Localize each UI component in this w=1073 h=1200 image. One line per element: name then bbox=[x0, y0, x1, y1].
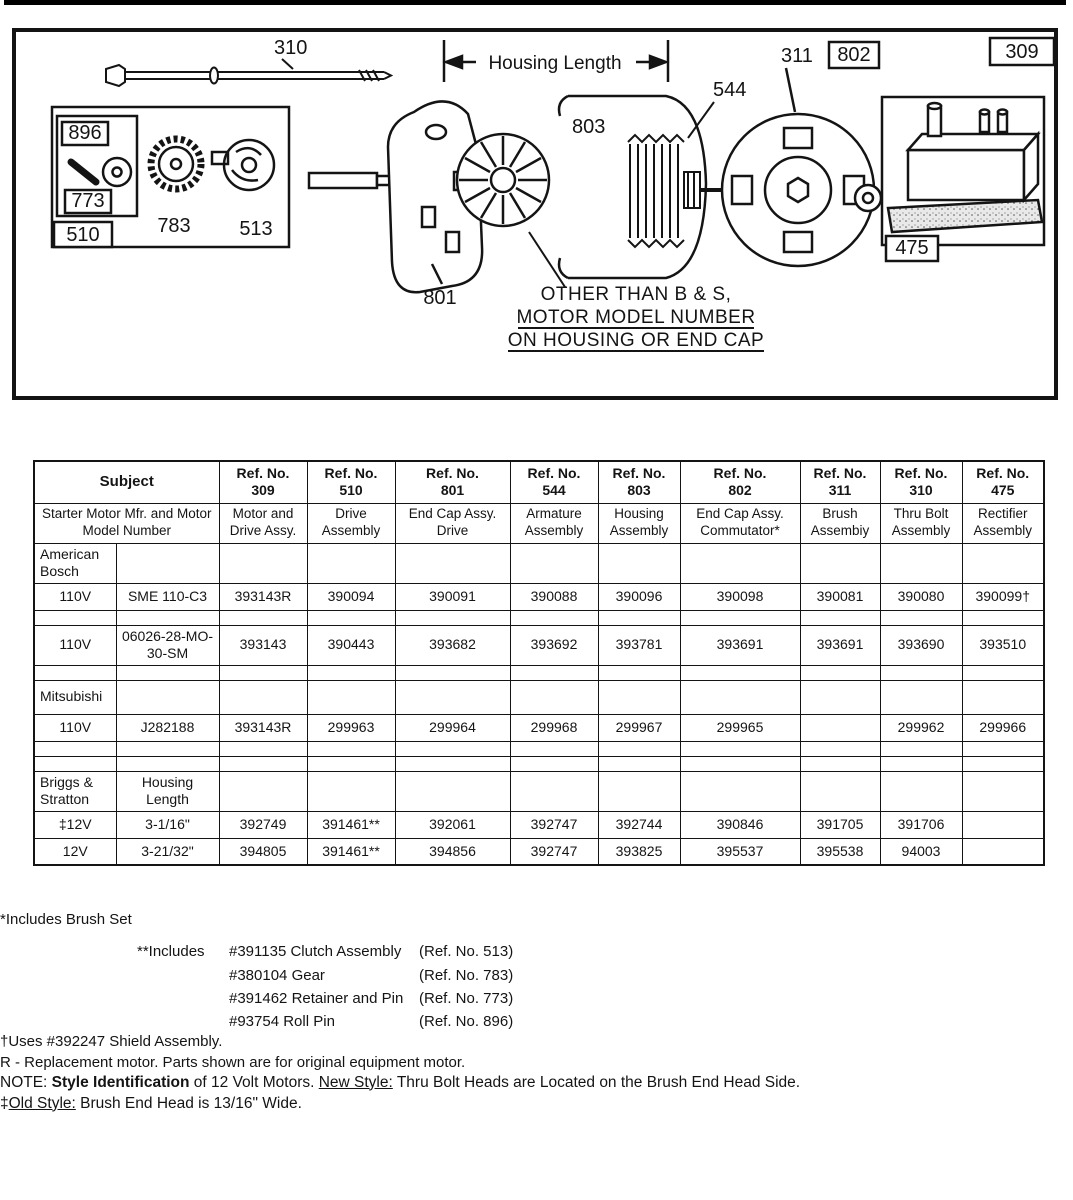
table-cell bbox=[510, 543, 598, 583]
armature-lamination-icon bbox=[628, 102, 722, 247]
table-cell bbox=[307, 543, 395, 583]
table-cell bbox=[800, 543, 880, 583]
label-311: 311 bbox=[781, 45, 813, 67]
table-cell bbox=[598, 610, 680, 625]
footnote-clutch-note bbox=[137, 942, 1073, 1032]
table-row bbox=[34, 771, 1044, 811]
table-cell: Mitsubishi bbox=[34, 680, 116, 714]
ref-num: 544 bbox=[542, 482, 566, 499]
table-cell: ‡12V bbox=[34, 811, 116, 838]
table-cell bbox=[962, 811, 1044, 838]
table-cell bbox=[219, 665, 307, 680]
table-cell bbox=[962, 665, 1044, 680]
table-cell bbox=[34, 741, 116, 756]
table-cell: 391461** bbox=[307, 811, 395, 838]
table-cell: 394856 bbox=[395, 838, 510, 865]
ref-label: Ref. No. bbox=[324, 464, 378, 481]
table-cell bbox=[395, 756, 510, 771]
col-header-ref-475 bbox=[962, 461, 1044, 503]
col-desc-510: Drive Assembly bbox=[307, 503, 395, 543]
table-cell bbox=[880, 756, 962, 771]
parts-table-body bbox=[34, 543, 1044, 865]
parts-table bbox=[33, 460, 1045, 866]
clutch-note-part: #391135 Clutch Assembly bbox=[229, 943, 402, 961]
table-cell bbox=[34, 610, 116, 625]
table-cell bbox=[395, 610, 510, 625]
table-cell bbox=[116, 543, 219, 583]
col-header-ref-510 bbox=[307, 461, 395, 503]
table-cell bbox=[680, 665, 800, 680]
table-cell: 391705 bbox=[800, 811, 880, 838]
table-cell bbox=[395, 771, 510, 811]
old-prefix: ‡ bbox=[0, 1094, 9, 1112]
table-cell bbox=[307, 741, 395, 756]
table-cell bbox=[800, 756, 880, 771]
table-cell: 393691 bbox=[680, 625, 800, 665]
table-cell: 390443 bbox=[307, 625, 395, 665]
exploded-diagram-frame bbox=[12, 28, 1058, 400]
table-cell bbox=[800, 714, 880, 741]
col-header-ref-802 bbox=[680, 461, 800, 503]
table-cell bbox=[116, 680, 219, 714]
col-header-ref-311 bbox=[800, 461, 880, 503]
table-cell bbox=[395, 680, 510, 714]
table-cell bbox=[307, 680, 395, 714]
table-row bbox=[34, 680, 1044, 714]
table-cell bbox=[962, 680, 1044, 714]
col-desc-544: Armature Assembly bbox=[510, 503, 598, 543]
parts-table-section bbox=[33, 460, 1045, 866]
clutch-note-ref: (Ref. No. 773) bbox=[419, 989, 514, 1007]
table-cell: 299964 bbox=[395, 714, 510, 741]
table-cell bbox=[116, 756, 219, 771]
table-cell bbox=[962, 771, 1044, 811]
label-510: 510 bbox=[66, 224, 100, 246]
label-802: 802 bbox=[837, 44, 871, 66]
table-cell: 110V bbox=[34, 714, 116, 741]
table-cell: 390096 bbox=[598, 583, 680, 610]
table-cell: 392749 bbox=[219, 811, 307, 838]
table-cell: 393825 bbox=[598, 838, 680, 865]
table-cell: 391461** bbox=[307, 838, 395, 865]
label-896: 896 bbox=[68, 122, 102, 144]
ref-num: 310 bbox=[909, 482, 933, 499]
table-cell: 390091 bbox=[395, 583, 510, 610]
table-cell bbox=[219, 771, 307, 811]
end-cap-drive-icon bbox=[309, 101, 482, 292]
table-cell bbox=[116, 741, 219, 756]
table-cell bbox=[880, 741, 962, 756]
table-cell bbox=[962, 543, 1044, 583]
table-cell: 299965 bbox=[680, 714, 800, 741]
diagram-note-line-1: OTHER THAN B & S, bbox=[540, 284, 732, 305]
table-row bbox=[34, 714, 1044, 741]
table-cell bbox=[800, 680, 880, 714]
table-cell: Housing Length bbox=[116, 771, 219, 811]
col-header-subject: Subject bbox=[34, 461, 219, 503]
table-row bbox=[34, 543, 1044, 583]
table-cell: 390099† bbox=[962, 583, 1044, 610]
table-cell bbox=[680, 680, 800, 714]
table-cell bbox=[219, 610, 307, 625]
table-cell: 390098 bbox=[680, 583, 800, 610]
col-desc-475: Rectifier Assembly bbox=[962, 503, 1044, 543]
table-cell bbox=[34, 665, 116, 680]
table-cell: 393510 bbox=[962, 625, 1044, 665]
table-cell bbox=[880, 543, 962, 583]
col-desc-309: Motor and Drive Assy. bbox=[219, 503, 307, 543]
scan-edge-artifact bbox=[4, 0, 1066, 5]
col-header-ref-801 bbox=[395, 461, 510, 503]
ref-num: 802 bbox=[728, 482, 752, 499]
table-cell bbox=[307, 665, 395, 680]
table-cell: 299967 bbox=[598, 714, 680, 741]
table-cell bbox=[116, 610, 219, 625]
label-773: 773 bbox=[71, 190, 105, 212]
spacer bbox=[137, 989, 229, 1009]
table-cell bbox=[880, 680, 962, 714]
label-801: 801 bbox=[423, 287, 457, 309]
table-cell bbox=[598, 756, 680, 771]
col-desc-310: Thru Bolt Assembly bbox=[880, 503, 962, 543]
table-cell: 392744 bbox=[598, 811, 680, 838]
clutch-note-ref: (Ref. No. 783) bbox=[419, 966, 514, 984]
table-cell bbox=[680, 741, 800, 756]
table-cell: 395537 bbox=[680, 838, 800, 865]
table-cell bbox=[34, 756, 116, 771]
diagram-note-line-2: MOTOR MODEL NUMBER bbox=[516, 307, 756, 328]
table-cell bbox=[598, 665, 680, 680]
old-style-label: Old Style: bbox=[8, 1094, 76, 1112]
ref-label: Ref. No. bbox=[236, 464, 290, 481]
clutch-note-ref: (Ref. No. 513) bbox=[419, 943, 514, 961]
table-cell bbox=[598, 680, 680, 714]
table-cell bbox=[800, 771, 880, 811]
table-cell bbox=[510, 680, 598, 714]
table-cell bbox=[219, 543, 307, 583]
spacer bbox=[137, 966, 229, 986]
ref-label: Ref. No. bbox=[612, 464, 666, 481]
table-cell bbox=[880, 610, 962, 625]
table-row bbox=[34, 665, 1044, 680]
table-cell: 299962 bbox=[880, 714, 962, 741]
ref-label: Ref. No. bbox=[426, 464, 479, 481]
table-cell bbox=[800, 610, 880, 625]
table-cell: 393143 bbox=[219, 625, 307, 665]
col-header-ref-803 bbox=[598, 461, 680, 503]
label-310: 310 bbox=[274, 37, 308, 59]
table-cell bbox=[510, 756, 598, 771]
table-cell: 110V bbox=[34, 625, 116, 665]
footnote-style-note bbox=[0, 1073, 1073, 1094]
note-bold: Style Identification bbox=[51, 1073, 190, 1091]
ref-label: Ref. No. bbox=[527, 464, 581, 481]
table-cell bbox=[962, 838, 1044, 865]
table-cell bbox=[395, 543, 510, 583]
table-cell bbox=[962, 741, 1044, 756]
table-cell: 390081 bbox=[800, 583, 880, 610]
table-cell: 390094 bbox=[307, 583, 395, 610]
ref-label: Ref. No. bbox=[713, 464, 767, 481]
table-cell bbox=[395, 741, 510, 756]
note-new-style: New Style: bbox=[318, 1073, 393, 1091]
table-cell: 94003 bbox=[880, 838, 962, 865]
table-cell: 390846 bbox=[680, 811, 800, 838]
table-cell bbox=[962, 610, 1044, 625]
col-desc-803: Housing Assembly bbox=[598, 503, 680, 543]
footnote-shield: †Uses #392247 Shield Assembly. bbox=[0, 1033, 223, 1051]
footnote-brush-set: *Includes Brush Set bbox=[0, 911, 132, 928]
note-mid: of 12 Volt Motors. bbox=[189, 1073, 319, 1091]
footnote-replacement: R - Replacement motor. Parts shown are for original equipment motor. bbox=[0, 1053, 466, 1071]
ref-num: 309 bbox=[251, 482, 275, 499]
table-cell: 3-21/32" bbox=[116, 838, 219, 865]
table-row bbox=[34, 625, 1044, 665]
table-cell: 392747 bbox=[510, 838, 598, 865]
table-cell bbox=[307, 771, 395, 811]
table-row bbox=[34, 838, 1044, 865]
ref-label: Ref. No. bbox=[813, 464, 867, 481]
ref-label: Ref. No. bbox=[976, 464, 1030, 481]
diagram-note-line-3: ON HOUSING OR END CAP bbox=[507, 330, 765, 351]
table-header-row-ref bbox=[34, 461, 1044, 503]
table-row bbox=[34, 610, 1044, 625]
table-cell: Briggs & Stratton bbox=[34, 771, 116, 811]
table-row bbox=[34, 756, 1044, 771]
thru-bolt-icon bbox=[106, 59, 391, 86]
table-cell: 299963 bbox=[307, 714, 395, 741]
col-desc-802: End Cap Assy. Commutator* bbox=[680, 503, 800, 543]
label-783: 783 bbox=[157, 215, 191, 237]
table-cell bbox=[219, 741, 307, 756]
table-cell bbox=[880, 665, 962, 680]
table-cell: 392061 bbox=[395, 811, 510, 838]
footnotes-section bbox=[0, 910, 1073, 1115]
table-cell: 395538 bbox=[800, 838, 880, 865]
col-desc-801: End Cap Assy. Drive bbox=[395, 503, 510, 543]
table-cell bbox=[510, 665, 598, 680]
ref-num: 510 bbox=[339, 482, 363, 499]
table-cell bbox=[680, 771, 800, 811]
table-cell: J282188 bbox=[116, 714, 219, 741]
label-803: 803 bbox=[572, 116, 606, 138]
ref-num: 311 bbox=[828, 482, 852, 499]
col-subheader-subject: Starter Motor Mfr. and Motor Model Number bbox=[34, 503, 219, 543]
table-row bbox=[34, 583, 1044, 610]
clutch-note-part: #93754 Roll Pin bbox=[229, 1013, 335, 1030]
table-cell bbox=[219, 680, 307, 714]
table-cell bbox=[307, 610, 395, 625]
table-cell bbox=[510, 771, 598, 811]
table-cell bbox=[800, 741, 880, 756]
table-row bbox=[34, 741, 1044, 756]
clutch-note-part: #391462 Retainer and Pin bbox=[229, 989, 404, 1007]
table-cell: 390080 bbox=[880, 583, 962, 610]
note-label: NOTE: bbox=[0, 1073, 52, 1091]
table-cell: 299966 bbox=[962, 714, 1044, 741]
old-style-rest: Brush End Head is 13/16" Wide. bbox=[75, 1094, 302, 1112]
exploded-diagram bbox=[16, 32, 1054, 396]
table-cell: American Bosch bbox=[34, 543, 116, 583]
table-cell: 392747 bbox=[510, 811, 598, 838]
table-cell bbox=[680, 610, 800, 625]
table-cell bbox=[680, 543, 800, 583]
table-cell bbox=[219, 756, 307, 771]
table-cell bbox=[598, 543, 680, 583]
label-475: 475 bbox=[895, 237, 929, 259]
table-header-row-desc bbox=[34, 503, 1044, 543]
table-cell bbox=[962, 756, 1044, 771]
table-cell: 393682 bbox=[395, 625, 510, 665]
label-housing-length: Housing Length bbox=[488, 53, 622, 74]
table-cell bbox=[800, 665, 880, 680]
table-cell bbox=[510, 610, 598, 625]
table-cell: 393143R bbox=[219, 583, 307, 610]
parts-table-head bbox=[34, 461, 1044, 543]
table-cell: 393690 bbox=[880, 625, 962, 665]
table-cell: 393692 bbox=[510, 625, 598, 665]
table-cell: 393691 bbox=[800, 625, 880, 665]
spacer bbox=[137, 1012, 229, 1032]
col-desc-311: Brush Assembiy bbox=[800, 503, 880, 543]
table-cell bbox=[680, 756, 800, 771]
ref-num: 801 bbox=[440, 482, 465, 499]
table-cell bbox=[116, 665, 219, 680]
label-309: 309 bbox=[1005, 41, 1039, 63]
note-new-rest: Thru Bolt Heads are Located on the Brush End Head Side. bbox=[392, 1073, 801, 1091]
footnote-old-style bbox=[0, 1094, 1073, 1115]
clutch-note-part: #380104 Gear bbox=[229, 966, 325, 984]
col-header-ref-544 bbox=[510, 461, 598, 503]
label-544: 544 bbox=[713, 79, 747, 101]
ref-label: Ref. No. bbox=[894, 464, 948, 481]
col-header-ref-309 bbox=[219, 461, 307, 503]
table-cell: SME 110-C3 bbox=[116, 583, 219, 610]
ref-num: 475 bbox=[991, 482, 1015, 499]
table-cell: 391706 bbox=[880, 811, 962, 838]
table-cell: 12V bbox=[34, 838, 116, 865]
table-cell: 390088 bbox=[510, 583, 598, 610]
table-cell: 06026-28-MO-30-SM bbox=[116, 625, 219, 665]
end-cap-commutator-icon bbox=[722, 42, 881, 266]
table-cell: 393781 bbox=[598, 625, 680, 665]
table-cell bbox=[307, 756, 395, 771]
table-cell bbox=[395, 665, 510, 680]
table-row bbox=[34, 811, 1044, 838]
table-cell: 3-1/16" bbox=[116, 811, 219, 838]
table-cell: 110V bbox=[34, 583, 116, 610]
table-cell bbox=[880, 771, 962, 811]
table-cell bbox=[510, 741, 598, 756]
clutch-note-ref: (Ref. No. 896) bbox=[419, 1013, 514, 1030]
table-cell: 394805 bbox=[219, 838, 307, 865]
table-cell: 299968 bbox=[510, 714, 598, 741]
label-513: 513 bbox=[239, 218, 273, 240]
clutch-note-prefix: **Includes bbox=[137, 943, 205, 961]
armature-fan-icon bbox=[457, 134, 549, 226]
table-cell bbox=[598, 771, 680, 811]
table-cell: 393143R bbox=[219, 714, 307, 741]
table-cell bbox=[598, 741, 680, 756]
col-header-ref-310 bbox=[880, 461, 962, 503]
ref-num: 803 bbox=[627, 482, 651, 499]
